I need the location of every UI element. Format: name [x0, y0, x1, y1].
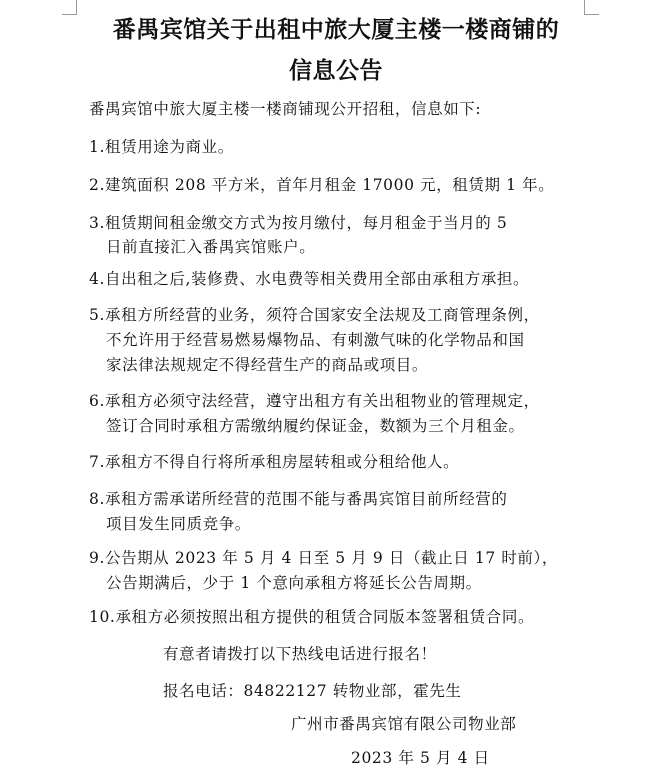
list-item-9-continued: 公告期满后，少于 1 个意向承租方将延长公告周期。: [106, 574, 482, 592]
list-item-3: 3.租赁期间租金缴交方式为按月缴付，每月租金于当月的 5: [89, 214, 508, 232]
list-item-9: 9.公告期从 2023 年 5 月 4 日至 5 月 9 日（截止日 17 时前），: [89, 549, 558, 567]
list-item-8-continued: 项目发生同质竞争。: [106, 515, 251, 533]
list-item-7: 7.承租方不得自行将所承租房屋转租或分租给他人。: [89, 453, 460, 471]
list-item-4: 4.自出租之后,装修费、水电费等相关费用全部由承租方承担。: [89, 270, 530, 288]
registration-phone: 报名电话：84822127 转物业部，霍先生: [163, 682, 462, 700]
title-line-2: 信息公告: [289, 57, 383, 84]
issue-date: 2023 年 5 月 4 日: [351, 749, 490, 767]
list-item-1: 1.租赁用途为商业。: [89, 138, 234, 156]
list-item-5-continued: 不允许用于经营易燃易爆物品、有刺激气味的化学物品和国: [106, 331, 525, 349]
list-item-10: 10.承租方必须按照出租方提供的租赁合同版本签署租赁合同。: [89, 608, 535, 626]
title-line-1: 番禺宾馆关于出租中旅大厦主楼一楼商铺的: [112, 16, 560, 43]
list-item-2: 2.建筑面积 208 平方米，首年月租金 17000 元，租赁期 1 年。: [89, 176, 555, 194]
list-item-3-continued: 日前直接汇入番禺宾馆账户。: [106, 238, 316, 256]
list-item-6: 6.承租方必须守法经营，遵守出租方有关出租物业的管理规定，: [89, 392, 540, 410]
list-item-5-continued: 家法律法规规定不得经营生产的商品或项目。: [106, 356, 429, 374]
list-item-6-continued: 签订合同时承租方需缴纳履约保证金，数额为三个月租金。: [106, 417, 525, 435]
issuer-signature: 广州市番禺宾馆有限公司物业部: [291, 715, 517, 733]
hotline-notice: 有意者请拨打以下热线电话进行报名！: [163, 645, 437, 663]
intro-paragraph: 番禺宾馆中旅大厦主楼一楼商铺现公开招租，信息如下:: [89, 100, 482, 118]
list-item-5: 5.承租方所经营的业务，须符合国家安全法规及工商管理条例，: [89, 306, 540, 324]
list-item-8: 8.承租方需承诺所经营的范围不能与番禺宾馆目前所经营的: [89, 490, 508, 508]
